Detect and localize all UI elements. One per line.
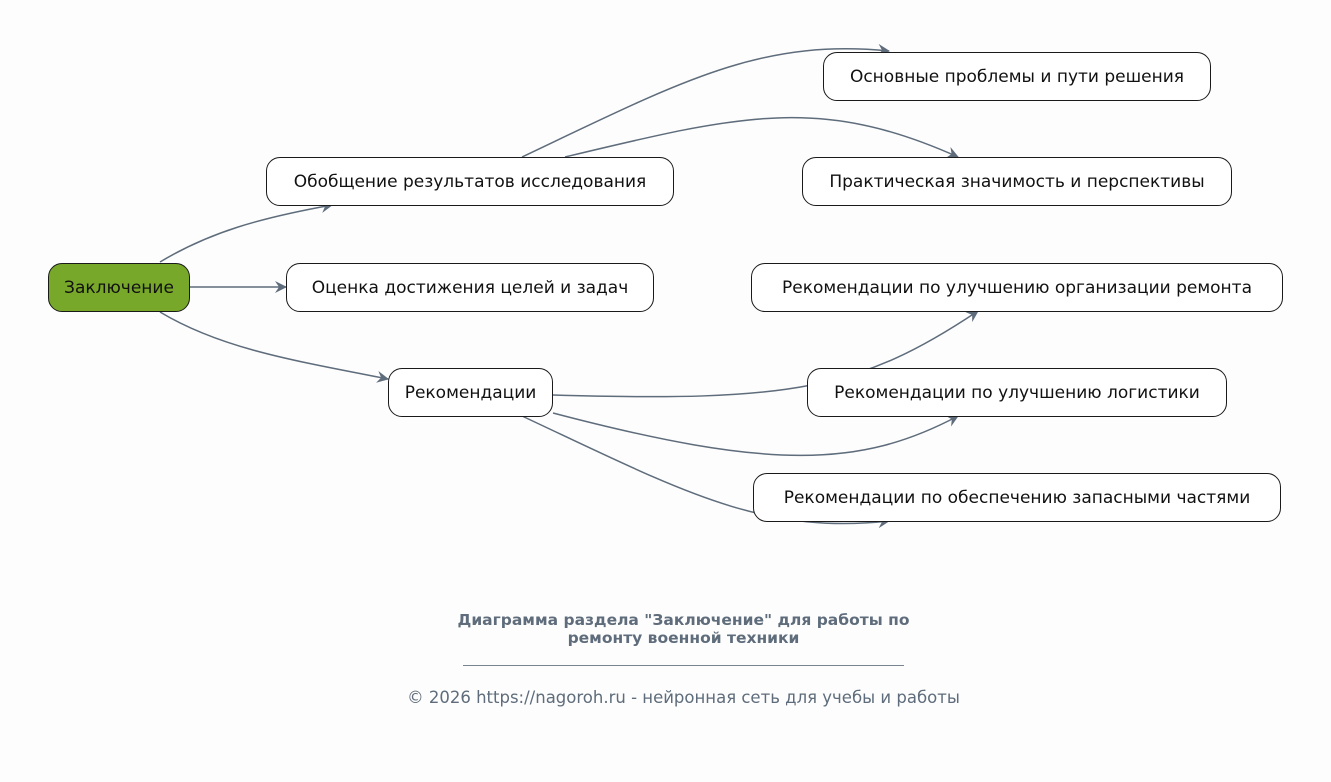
node-summary-results: Обобщение результатов исследования [266,157,674,206]
edge-summary-to-significance [565,118,958,157]
node-logistics: Рекомендации по улучшению логистики [807,368,1227,417]
node-root: Заключение [48,263,190,312]
edge-root-to-summary [160,205,332,262]
caption-title-line1: Диаграмма раздела "Заключение" для работы по [457,611,910,629]
node-main-problems: Основные проблемы и пути решения [823,52,1211,101]
caption-footer: © 2026 https://nagoroh.ru - нейронная сеть для учебы и работы [407,688,960,707]
node-repair-organization: Рекомендации по улучшению организации ремонта [751,263,1283,312]
node-goals-evaluation: Оценка достижения целей и задач [286,263,654,312]
node-practical-significance: Практическая значимость и перспективы [802,157,1232,206]
edge-recommendations-to-logistics [553,413,958,455]
node-spare-parts: Рекомендации по обеспечению запасными частями [753,473,1281,522]
node-recommendations: Рекомендации [388,368,553,417]
caption-divider [463,665,904,666]
edge-root-to-recommendations [160,312,388,379]
caption-title-line2: ремонту военной техники [567,629,800,647]
caption-title [318,611,1049,647]
